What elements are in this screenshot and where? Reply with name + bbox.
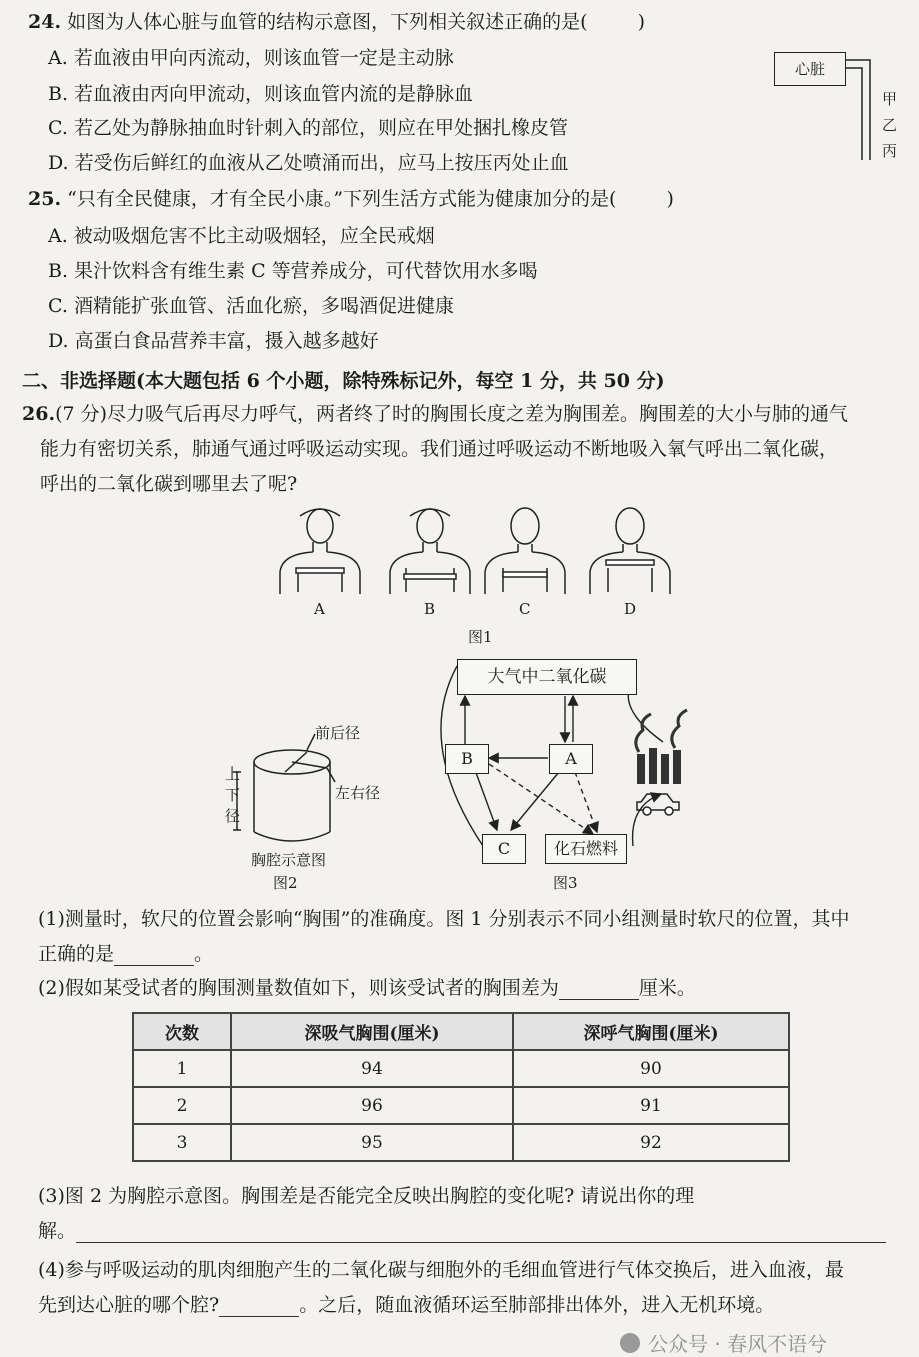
q26-sub4-text: 先到达心脏的哪个腔? [38,1294,220,1316]
q26-sub3-line2 [38,1219,886,1243]
q24-close: ) [637,11,646,33]
table-cell: 95 [231,1124,513,1161]
q24-option-b: B. 若血液由丙向甲流动，则该血管内流的是静脉血 [48,83,474,105]
table-header: 次数 [133,1013,231,1050]
fig2-jing: 径 [225,807,241,825]
table-header-row [133,1013,789,1050]
fig3-atmosphere-co2: 大气中二氧化碳 [457,659,637,695]
heart-vessel-diagram [770,48,910,168]
q24-number: 24. [28,11,62,33]
person-b-figure [390,509,470,594]
person-d-figure [590,508,670,594]
q25-number: 25. [28,188,62,210]
figure1-drawings [260,502,680,602]
chest-measurement-table [132,1012,790,1162]
q26-sub4-line1: (4)参与呼吸运动的肌肉细胞产生的二氧化碳与细胞外的毛细血管进行气体交换后，进入血液，最 [38,1259,844,1281]
q26-sub4-end: 。之后，随血液循环运至肺部排出体外，进入无机环境。 [299,1294,775,1316]
fig1-label-d: D [624,600,637,618]
q26-sub1-end: 。 [194,943,214,965]
q25-option-a: A. 被动吸烟危害不比主动吸烟轻，应全民戒烟 [48,225,435,247]
q25-option-b: B. 果汁饮料含有维生素 C 等营养成分，可代替饮用水多喝 [48,260,538,282]
q26-number: 26. [22,403,56,425]
watermark-text: 公众号 · 春风不语兮 [648,1332,828,1356]
q26-sub2-unit: 厘米。 [638,977,696,999]
q25-option-c: C. 酒精能扩张血管、活血化瘀，多喝酒促进健康 [48,295,454,317]
table-cell: 90 [513,1050,789,1087]
person-a-figure [280,509,360,594]
q24-stem [28,10,645,34]
q26-sub2-text: (2)假如某受试者的胸围测量数值如下，则该受试者的胸围差为 [38,977,559,999]
q25-stem-text: “只有全民健康，才有全民小康。”下列生活方式能为健康加分的是( [67,188,617,210]
q26-sub1-line1: (1)测量时，软尺的位置会影响“胸围”的准确度。图 1 分别表示不同小组测量时软尺的位置，其中 [38,908,850,930]
fig1-label-a: A [314,600,325,618]
table-cell: 3 [133,1124,231,1161]
table-row [133,1124,789,1161]
q26-intro-line2: 能力有密切关系，肺通气通过呼吸运动实现。我们通过呼吸运动不断地吸入氧气呼出二氧化碳， [40,438,839,460]
table-row [133,1050,789,1087]
q26-intro-text1: (7 分)尽力吸气后再尽力呼气，两者终了时的胸围长度之差为胸围差。胸围差的大小与肺的通气 [55,403,849,425]
q25-option-d: D. 高蛋白食品营养丰富，摄入越多越好 [48,330,379,352]
answer-blank-4[interactable] [219,1298,299,1317]
vessel-labels [882,86,897,164]
table-cell: 92 [513,1124,789,1161]
q26-sub3-line1: (3)图 2 为胸腔示意图。胸围差是否能完全反映出胸腔的变化呢? 请说出你的理 [38,1185,695,1207]
table-cell: 91 [513,1087,789,1124]
answer-blank-2[interactable] [559,981,639,1000]
table-header: 深呼气胸围(厘米) [513,1013,789,1050]
q26-sub1-text: 正确的是 [38,943,115,965]
table-cell: 2 [133,1087,231,1124]
fig3-fossil-fuel: 化石燃料 [545,834,627,864]
q26-intro-line1 [22,402,848,426]
q24-stem-text: 如图为人体心脏与血管的结构示意图，下列相关叙述正确的是( [67,11,588,33]
fig3-caption: 图3 [553,874,578,892]
heart-box: 心脏 [774,52,846,86]
q24-option-a: A. 若血液由甲向丙流动，则该血管一定是主动脉 [48,47,454,69]
figure3 [425,654,700,894]
fig3-box-a: A [549,744,593,774]
table-cell: 94 [231,1050,513,1087]
fig1-caption: 图1 [468,628,493,646]
label-bing: 丙 [882,142,898,160]
q25-close: ) [666,188,674,210]
wechat-icon [620,1333,640,1353]
answer-blank-1[interactable] [114,947,194,966]
fig2-caption: 图2 [273,874,298,892]
fig2-left-right: 左右径 [335,784,381,802]
watermark [620,1328,827,1357]
figure2 [215,720,415,895]
table-header: 深吸气胸围(厘米) [231,1013,513,1050]
fig2-down: 下 [225,786,241,804]
q26-intro-line3: 呼出的二氧化碳到哪里去了呢? [40,473,298,495]
q26-sub3-text: 解。 [38,1220,77,1242]
fig3-box-c: C [482,834,526,864]
q25-stem [28,187,674,211]
factory-icon [636,710,687,784]
section2-note: (本大题包括 6 个小题，除特殊标记外，每空 1 分，共 50 分) [136,370,665,392]
q26-sub1-line2 [38,942,213,966]
label-yi: 乙 [882,116,898,134]
table-cell: 1 [133,1050,231,1087]
label-jia: 甲 [882,90,898,108]
answer-blank-3[interactable] [76,1224,886,1243]
q26-sub4-line2 [38,1293,774,1317]
figure1 [260,502,680,646]
section2-title: 二、非选择题 [22,370,137,392]
table-row [133,1087,789,1124]
person-c-figure [485,508,565,594]
fig2-title: 胸腔示意图 [251,851,327,869]
q26-sub2 [38,976,696,1000]
fig1-label-b: B [424,600,436,618]
fig2-up: 上 [225,765,241,783]
q24-option-d: D. 若受伤后鲜红的血液从乙处喷涌而出，应马上按压丙处止血 [48,152,569,174]
fig3-box-b: B [445,744,489,774]
q24-option-c: C. 若乙处为静脉抽血时针刺入的部位，则应在甲处捆扎橡皮管 [48,117,568,139]
section2-heading [22,366,665,393]
fig2-up-down [225,764,240,827]
table-cell: 96 [231,1087,513,1124]
fig2-front-back: 前后径 [315,724,361,742]
fig1-label-c: C [519,600,531,618]
